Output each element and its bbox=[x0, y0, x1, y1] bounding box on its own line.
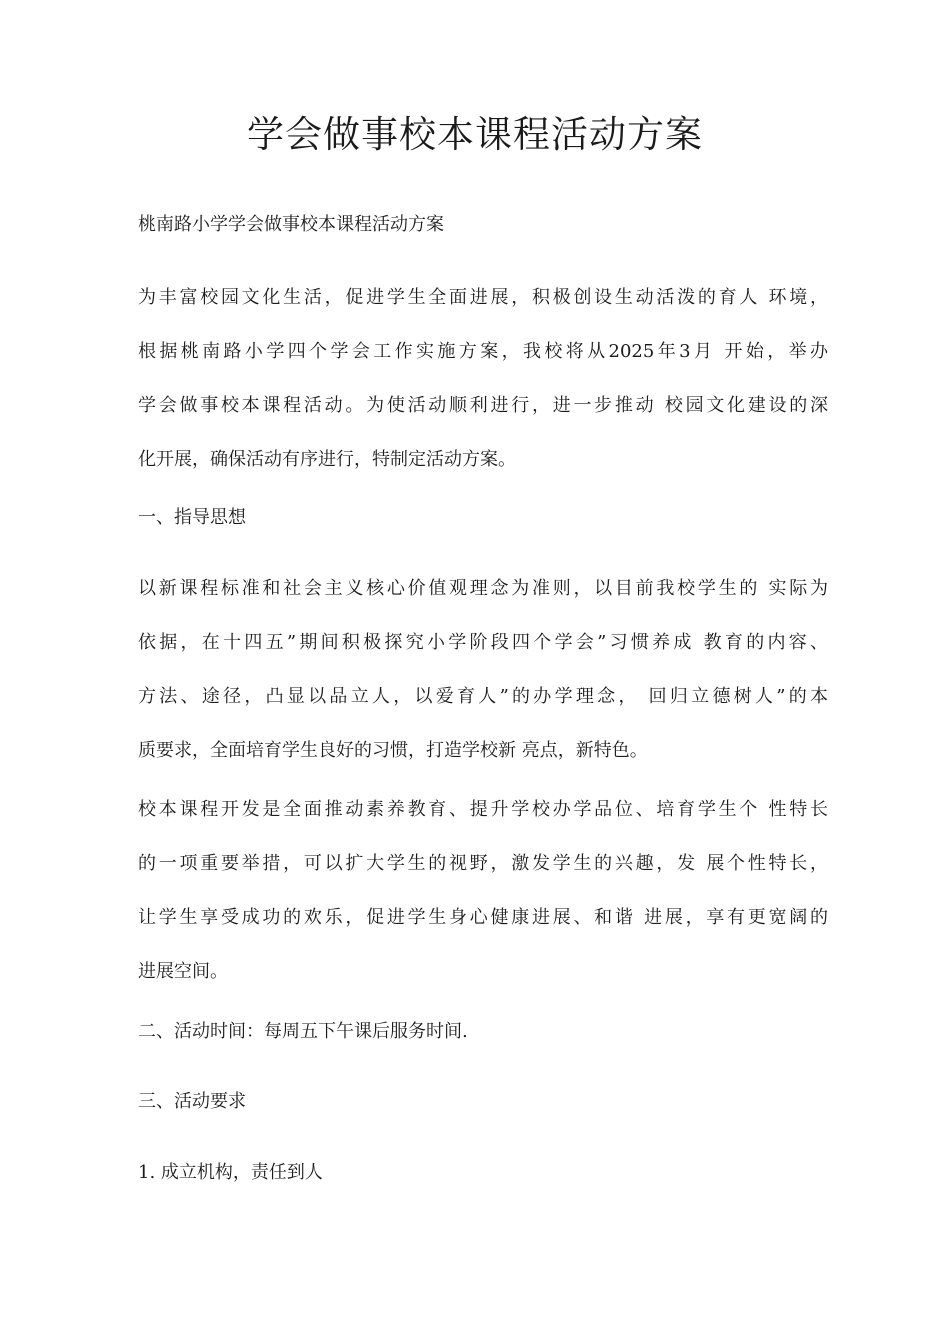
document-subtitle bbox=[138, 198, 828, 252]
intro-paragraph bbox=[138, 271, 828, 487]
s1p2-line-2: 的一项重要举措，可以扩大学生的视野，激发学生的兴趣，发 展个性特长， bbox=[138, 853, 828, 874]
section3-heading-text: 三、活动要求 bbox=[138, 1091, 246, 1112]
intro-line-1: 为丰富校园文化生活，促进学生全面进展，积极创设生动活泼的育人 环境， bbox=[138, 287, 828, 308]
item1-text: 1. 成立机构，责任到人 bbox=[138, 1162, 323, 1183]
s1p2-line-1: 校本课程开发是全面推动素养教育、提升学校办学品位、培育学生个 性特长 bbox=[138, 799, 828, 820]
s1p1-line-2: 依据，在十四五”期间积极探究小学阶段四个学会”习惯养成 教育的内容、 bbox=[138, 632, 828, 653]
section3-heading bbox=[138, 1075, 828, 1129]
section1-heading-text: 一、指导思想 bbox=[138, 507, 246, 528]
intro-line-4: 化开展，确保活动有序进行，特制定活动方案。 bbox=[138, 449, 516, 470]
subtitle-text: 桃南路小学学会做事校本课程活动方案 bbox=[138, 214, 444, 235]
section2-heading-text: 二、活动时间：每周五下午课后服务时间. bbox=[138, 1021, 468, 1042]
section3-item-1 bbox=[138, 1146, 828, 1200]
s1p1-line-4: 质要求，全面培育学生良好的习惯，打造学校新 亮点，新特色。 bbox=[138, 740, 648, 761]
intro-line-3: 学会做事校本课程活动。为使活动顺利进行，进一步推动 校园文化建设的深 bbox=[138, 395, 828, 416]
section1-heading bbox=[138, 491, 828, 545]
s1p2-line-4: 进展空间。 bbox=[138, 961, 228, 982]
section1-paragraph-1 bbox=[138, 562, 828, 778]
intro-line-2: 根据桃南路小学四个学会工作实施方案，我校将从2025年3月 开始，举办 bbox=[138, 341, 828, 362]
s1p1-line-1: 以新课程标准和社会主义核心价值观理念为准则，以目前我校学生的 实际为 bbox=[138, 578, 828, 599]
section2-heading bbox=[138, 1005, 828, 1059]
document-title: 学会做事校本课程活动方案 bbox=[247, 113, 703, 156]
s1p2-line-3: 让学生享受成功的欢乐，促进学生身心健康进展、和谐 进展，享有更宽阔的 bbox=[138, 907, 828, 928]
s1p1-line-3: 方法、途径，凸显以品立人，以爱育人”的办学理念， 回归立德树人”的本 bbox=[138, 686, 828, 707]
section1-paragraph-2 bbox=[138, 783, 828, 999]
